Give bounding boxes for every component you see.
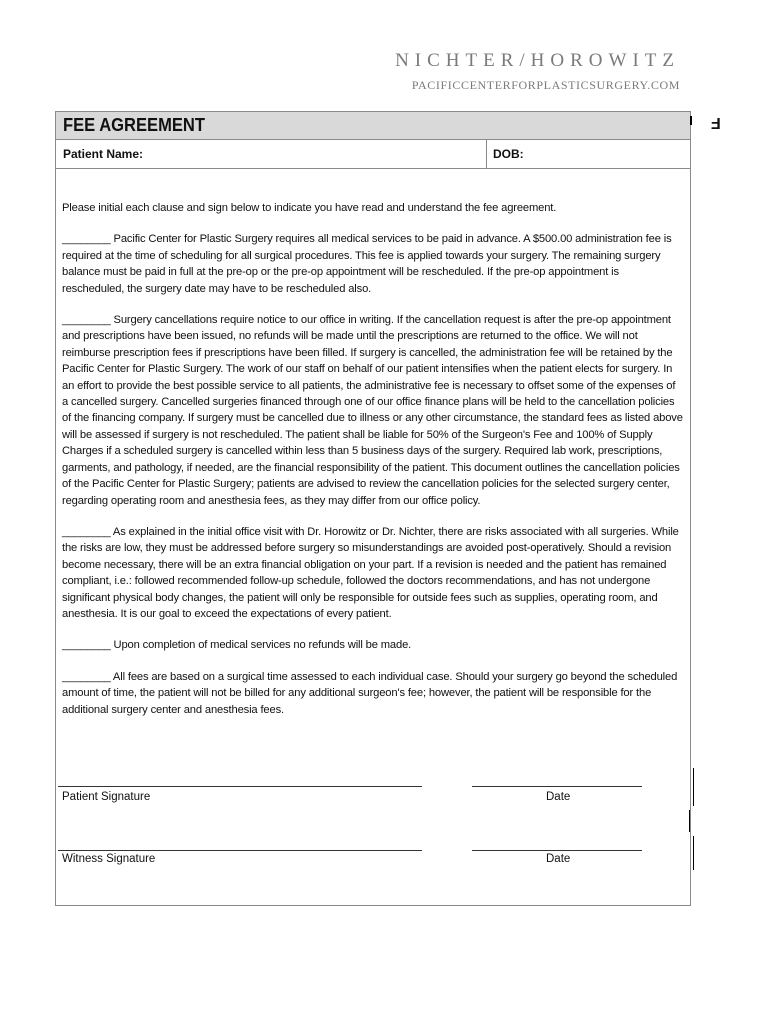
witness-signature-line[interactable] (58, 850, 422, 851)
dob-label: DOB: (493, 147, 524, 161)
edge-glyph: F (711, 114, 721, 131)
witness-signature-label: Witness Signature (62, 853, 156, 865)
patient-name-label: Patient Name: (63, 147, 144, 161)
patient-date-line[interactable] (472, 786, 642, 787)
clause-revision: ________ As explained in the initial office visit with Dr. Horowitz or Dr. Nichter, there are risks associated with all surgeries. While the risks are low, they must be addressed before surgery so misunderstandings are avoided post-operatively. Should a revision become necessary, there will be an extra financial obligation on your part. If a revision is needed and the patient has remained compliant, i.e.: followed recommended follow-up schedule, followed the doctors recommendations, and has not undergone significant physical body changes, the patient will only be responsible for outside fees such as supplies, operating room, and anesthesia. It is our goal to exceed the expectations of every patient. (62, 525, 679, 620)
witness-date-label: Date (546, 853, 571, 865)
brand-header (395, 50, 680, 93)
edge-mark (690, 116, 692, 125)
patient-date-label: Date (546, 791, 571, 803)
patient-info-row (55, 139, 691, 169)
agreement-content (62, 200, 684, 733)
clause-cancellation: ________ Surgery cancellations require notice to our office in writing. If the cancellation request is after the pre-op appointment and prescriptions have been issued, no refunds will be made until the prescriptions are returned to the office. We will not reimburse prescription fees if prescriptions have been filled. If surgery is cancelled, the administration fee will be retained by the Pacific Center for Plastic Surgery. The work of our staff on behalf of our patient intensifies when the patient elects for surgery. In an effort to provide the best possible service to all patients, the administrative fee is necessary to offset some of the expenses of a cancelled surgery. Cancelled surgeries financed through one of our office finance plans will be held to the cancellation policies of the financing company. If surgery must be cancelled due to illness or any other circumstance, the standard fees as listed above will be assessed if surgery is not rescheduled. The patient shall be liable for 50% of the Surgeon's Fee and 100% of Supply Charges if a scheduled surgery is cancelled within less than 5 business days of the surgery. Required lab work, prescriptions, garments, and pathology, if needed, are the financial responsibility of the patient. This document outlines the cancellation policies of the Pacific Center for Plastic Surgery; patients are advised to review the cancellation policies for the selected surgery center, regarding operating room and anesthesia fees, as they may differ from our office policy. (62, 314, 683, 507)
patient-signature-line[interactable] (58, 786, 422, 787)
edge-mark (693, 836, 694, 870)
edge-mark (693, 768, 694, 806)
intro-text: Please initial each clause and sign below to indicate you have read and understand the fee agreement. (62, 202, 557, 214)
patient-signature-label: Patient Signature (62, 791, 151, 803)
form-title: FEE AGREEMENT (63, 115, 206, 135)
witness-date-line[interactable] (472, 850, 642, 851)
practice-name: NICHTER/HOROWITZ (395, 50, 680, 71)
clause-payment: ________ Pacific Center for Plastic Surgery requires all medical services to be paid in advance. A $500.00 administration fee is required at the time of scheduling for all surgical procedures. This fee is applied towards your surgery. The remaining surgery balance must be paid in full at the pre-op or the pre-op appointment will be rescheduled. If the pre-op appointment is rescheduled, the surgery date may have to be rescheduled also. (62, 233, 672, 295)
clause-no-refunds: ________ Upon completion of medical services no refunds will be made. (62, 639, 412, 652)
form-title-bar (55, 111, 691, 140)
dob-field[interactable] (486, 139, 691, 168)
practice-website: PACIFICCENTERFORPLASTICSURGERY.COM (411, 78, 680, 92)
edge-mark (689, 810, 690, 832)
clause-surgical-time: ________ All fees are based on a surgical time assessed to each individual case. Should your surgery go beyond the scheduled amount of time, the patient will not be billed for any additional surgeon's fee; however, the patient will be responsible for the additional surgery center and anesthesia fees. (62, 670, 678, 716)
